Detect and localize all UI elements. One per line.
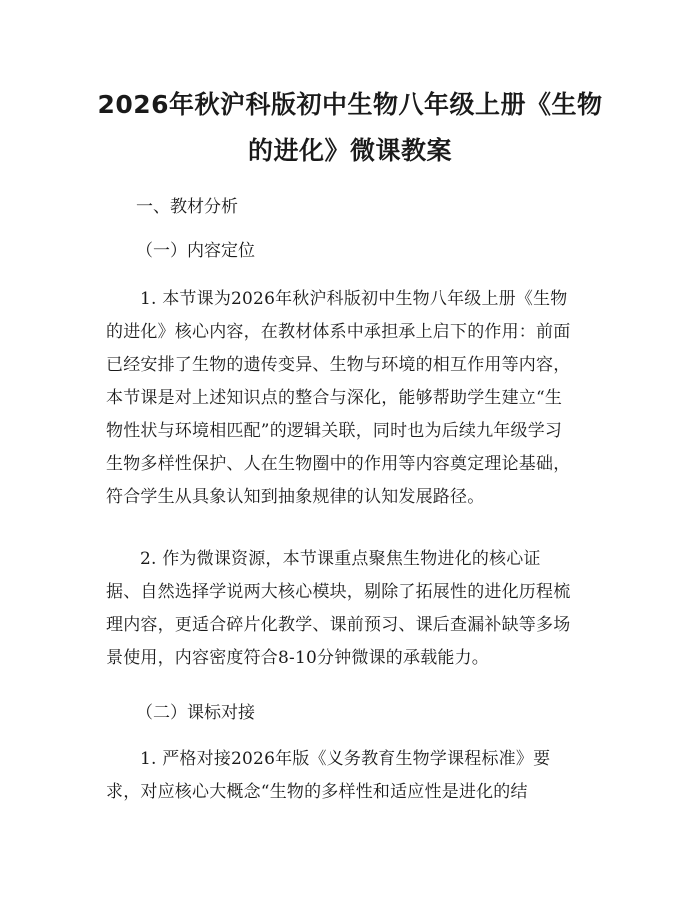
paragraph-line: 景使用，内容密度符合8-10分钟微课的承载能力。: [106, 648, 489, 668]
paragraph-line: 2. 作为微课资源，本节课重点聚焦生物进化的核心证: [140, 549, 541, 569]
paragraph-content-positioning-1: [106, 283, 606, 514]
paragraph-line: 据、自然选择学说两大核心模块，剔除了拓展性的进化历程梳: [106, 582, 571, 602]
section-heading-textbook-analysis: 一、教材分析: [136, 197, 238, 217]
paragraph-line: 生物多样性保护、人在生物圈中的作用等内容奠定理论基础，: [106, 454, 571, 474]
paragraph-line: 理内容，更适合碎片化教学、课前预习、课后查漏补缺等多场: [106, 615, 571, 635]
paragraph-line: 求，对应核心大概念“生物的多样性和适应性是进化的结: [106, 782, 528, 802]
paragraph-content-positioning-2: [106, 543, 606, 675]
paragraph-curriculum-alignment-1: [106, 743, 606, 809]
paragraph-line: 本节课是对上述知识点的整合与深化，能够帮助学生建立“生: [106, 388, 563, 408]
subsection-heading-content-positioning: （一）内容定位: [136, 241, 255, 261]
paragraph-line: 1. 本节课为2026年秋沪科版初中生物八年级上册《生物: [140, 289, 568, 309]
paragraph-line: 符合学生从具象认知到抽象规律的认知发展路径。: [106, 487, 485, 507]
paragraph-line: 物性状与环境相匹配”的逻辑关联，同时也为后续九年级学习: [106, 421, 563, 441]
paragraph-line: 1. 严格对接2026年版《义务教育生物学课程标准》要: [140, 749, 551, 769]
paragraph-line: 已经安排了生物的遗传变异、生物与环境的相互作用等内容，: [106, 355, 571, 375]
subsection-heading-curriculum-alignment: （二）课标对接: [136, 703, 255, 723]
document-title-line-2: 的进化》微课教案: [247, 136, 452, 165]
document-title-line-1: 2026年秋沪科版初中生物八年级上册《生物: [97, 90, 603, 119]
paragraph-line: 的进化》核心内容，在教材体系中承担承上启下的作用：前面: [106, 322, 571, 342]
